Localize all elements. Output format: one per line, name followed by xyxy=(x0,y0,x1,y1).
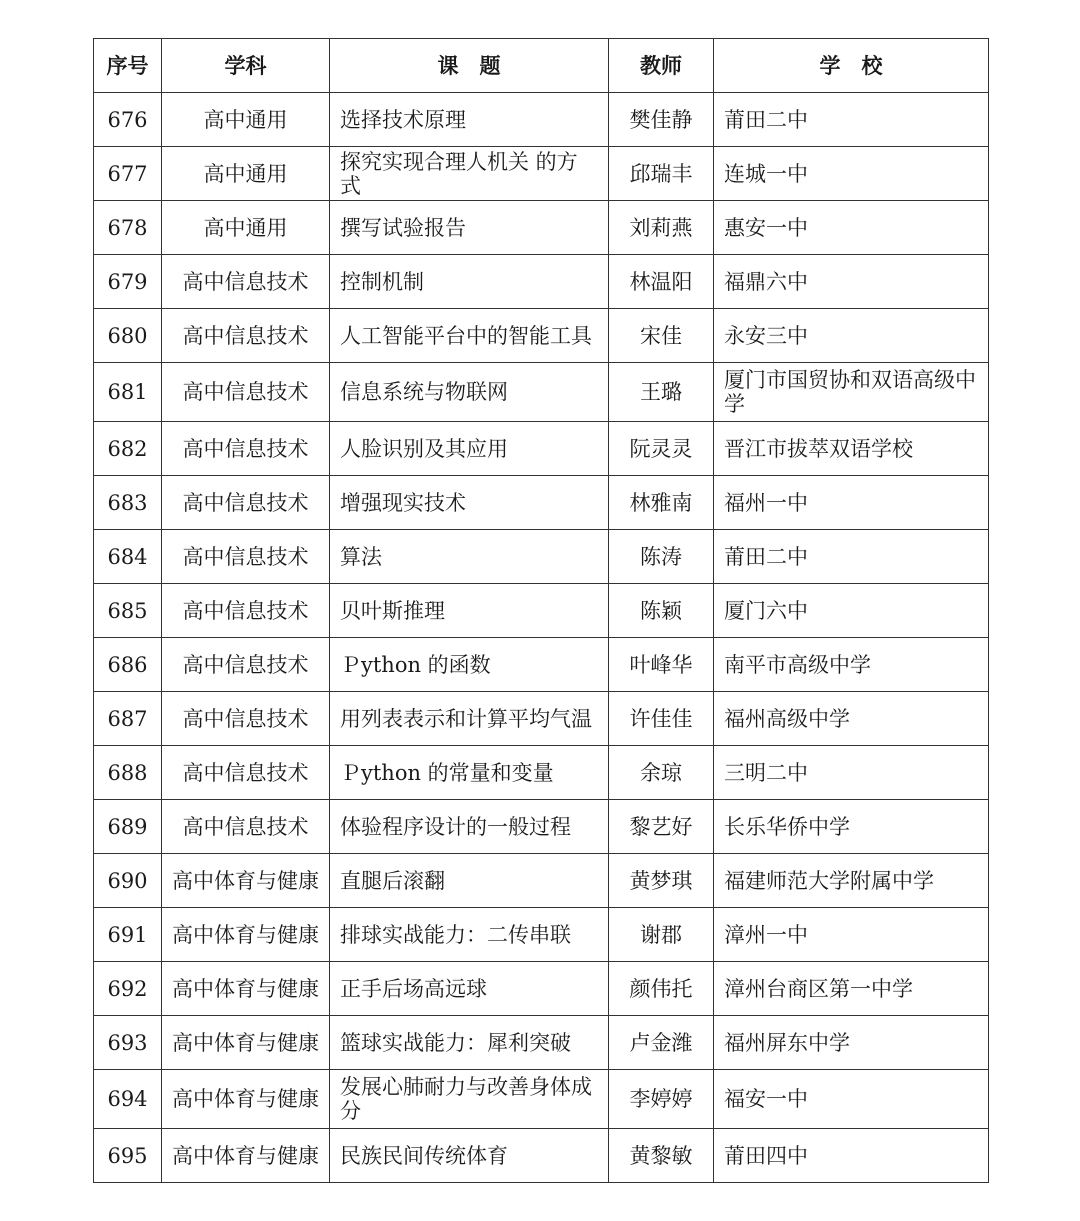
cell-no: 677 xyxy=(94,147,162,201)
cell-no: 695 xyxy=(94,1129,162,1183)
cell-subject: 高中体育与健康 xyxy=(162,1070,330,1129)
table-row xyxy=(94,1129,989,1183)
table-row xyxy=(94,201,989,255)
cell-topic: 信息系统与物联网 xyxy=(330,363,609,422)
cell-no: 678 xyxy=(94,201,162,255)
cell-school: 永安三中 xyxy=(714,309,989,363)
cell-topic: 民族民间传统体育 xyxy=(330,1129,609,1183)
cell-no: 686 xyxy=(94,638,162,692)
cell-school: 厦门市国贸协和双语高级中学 xyxy=(714,363,989,422)
cell-school: 莆田二中 xyxy=(714,530,989,584)
table-row xyxy=(94,746,989,800)
cell-no: 682 xyxy=(94,422,162,476)
header-topic: 课 题 xyxy=(330,39,609,93)
cell-topic: 算法 xyxy=(330,530,609,584)
cell-no: 692 xyxy=(94,962,162,1016)
cell-topic: 正手后场高远球 xyxy=(330,962,609,1016)
cell-subject: 高中通用 xyxy=(162,93,330,147)
header-teacher: 教师 xyxy=(609,39,714,93)
cell-school: 福鼎六中 xyxy=(714,255,989,309)
cell-topic: 人工智能平台中的智能工具 xyxy=(330,309,609,363)
cell-topic: 排球实战能力：二传串联 xyxy=(330,908,609,962)
cell-teacher: 宋佳 xyxy=(609,309,714,363)
table-header-row xyxy=(94,39,989,93)
cell-subject: 高中信息技术 xyxy=(162,476,330,530)
cell-topic: 体验程序设计的一般过程 xyxy=(330,800,609,854)
cell-teacher: 叶峰华 xyxy=(609,638,714,692)
table-row xyxy=(94,800,989,854)
cell-school: 福州屏东中学 xyxy=(714,1016,989,1070)
cell-school: 漳州台商区第一中学 xyxy=(714,962,989,1016)
cell-topic: 控制机制 xyxy=(330,255,609,309)
cell-teacher: 林温阳 xyxy=(609,255,714,309)
cell-subject: 高中信息技术 xyxy=(162,692,330,746)
cell-no: 690 xyxy=(94,854,162,908)
table-row xyxy=(94,422,989,476)
cell-teacher: 黄梦琪 xyxy=(609,854,714,908)
table-row xyxy=(94,476,989,530)
header-subject: 学科 xyxy=(162,39,330,93)
cell-school: 南平市高级中学 xyxy=(714,638,989,692)
cell-school: 福安一中 xyxy=(714,1070,989,1129)
cell-teacher: 黄黎敏 xyxy=(609,1129,714,1183)
cell-subject: 高中体育与健康 xyxy=(162,1016,330,1070)
table-row xyxy=(94,908,989,962)
cell-no: 685 xyxy=(94,584,162,638)
cell-no: 681 xyxy=(94,363,162,422)
cell-subject: 高中信息技术 xyxy=(162,422,330,476)
cell-teacher: 谢郡 xyxy=(609,908,714,962)
cell-teacher: 陈涛 xyxy=(609,530,714,584)
table-row xyxy=(94,530,989,584)
cell-no: 693 xyxy=(94,1016,162,1070)
cell-subject: 高中信息技术 xyxy=(162,800,330,854)
table-row xyxy=(94,854,989,908)
cell-subject: 高中体育与健康 xyxy=(162,1129,330,1183)
table-row xyxy=(94,1070,989,1129)
cell-school: 晋江市拔萃双语学校 xyxy=(714,422,989,476)
cell-teacher: 颜伟托 xyxy=(609,962,714,1016)
cell-teacher: 陈颖 xyxy=(609,584,714,638)
cell-topic: Ｐython 的常量和变量 xyxy=(330,746,609,800)
cell-school: 连城一中 xyxy=(714,147,989,201)
cell-subject: 高中信息技术 xyxy=(162,584,330,638)
cell-topic: 选择技术原理 xyxy=(330,93,609,147)
cell-no: 676 xyxy=(94,93,162,147)
table-row xyxy=(94,93,989,147)
cell-subject: 高中体育与健康 xyxy=(162,962,330,1016)
cell-subject: 高中体育与健康 xyxy=(162,908,330,962)
cell-school: 漳州一中 xyxy=(714,908,989,962)
cell-topic: 篮球实战能力：犀利突破 xyxy=(330,1016,609,1070)
cell-teacher: 刘莉燕 xyxy=(609,201,714,255)
table-body xyxy=(94,93,989,1183)
cell-school: 福州一中 xyxy=(714,476,989,530)
table-row xyxy=(94,363,989,422)
cell-topic: 发展心肺耐力与改善身体成分 xyxy=(330,1070,609,1129)
table-row xyxy=(94,692,989,746)
cell-topic: 探究实现合理人机关 的方式 xyxy=(330,147,609,201)
table-row xyxy=(94,962,989,1016)
table-row xyxy=(94,255,989,309)
table-row xyxy=(94,584,989,638)
table-row xyxy=(94,1016,989,1070)
cell-school: 福建师范大学附属中学 xyxy=(714,854,989,908)
cell-no: 684 xyxy=(94,530,162,584)
cell-school: 莆田二中 xyxy=(714,93,989,147)
cell-teacher: 卢金潍 xyxy=(609,1016,714,1070)
cell-teacher: 邱瑞丰 xyxy=(609,147,714,201)
cell-teacher: 李婷婷 xyxy=(609,1070,714,1129)
cell-topic: 贝叶斯推理 xyxy=(330,584,609,638)
cell-no: 683 xyxy=(94,476,162,530)
cell-topic: 用列表表示和计算平均气温 xyxy=(330,692,609,746)
cell-teacher: 王璐 xyxy=(609,363,714,422)
cell-subject: 高中通用 xyxy=(162,147,330,201)
cell-school: 三明二中 xyxy=(714,746,989,800)
cell-teacher: 许佳佳 xyxy=(609,692,714,746)
cell-no: 694 xyxy=(94,1070,162,1129)
table-row xyxy=(94,309,989,363)
cell-teacher: 黎艺好 xyxy=(609,800,714,854)
cell-topic: 直腿后滚翻 xyxy=(330,854,609,908)
cell-subject: 高中通用 xyxy=(162,201,330,255)
table-row xyxy=(94,147,989,201)
cell-no: 688 xyxy=(94,746,162,800)
cell-no: 687 xyxy=(94,692,162,746)
cell-no: 679 xyxy=(94,255,162,309)
cell-teacher: 樊佳静 xyxy=(609,93,714,147)
cell-subject: 高中信息技术 xyxy=(162,638,330,692)
cell-school: 福州高级中学 xyxy=(714,692,989,746)
cell-subject: 高中信息技术 xyxy=(162,309,330,363)
cell-no: 689 xyxy=(94,800,162,854)
cell-topic: 增强现实技术 xyxy=(330,476,609,530)
cell-school: 惠安一中 xyxy=(714,201,989,255)
cell-subject: 高中信息技术 xyxy=(162,255,330,309)
cell-teacher: 阮灵灵 xyxy=(609,422,714,476)
table-row xyxy=(94,638,989,692)
cell-teacher: 林雅南 xyxy=(609,476,714,530)
cell-topic: 撰写试验报告 xyxy=(330,201,609,255)
cell-school: 莆田四中 xyxy=(714,1129,989,1183)
cell-subject: 高中信息技术 xyxy=(162,746,330,800)
cell-topic: 人脸识别及其应用 xyxy=(330,422,609,476)
cell-no: 691 xyxy=(94,908,162,962)
cell-teacher: 余琼 xyxy=(609,746,714,800)
cell-school: 厦门六中 xyxy=(714,584,989,638)
header-school: 学 校 xyxy=(714,39,989,93)
cell-subject: 高中体育与健康 xyxy=(162,854,330,908)
cell-subject: 高中信息技术 xyxy=(162,530,330,584)
cell-school: 长乐华侨中学 xyxy=(714,800,989,854)
header-no: 序号 xyxy=(94,39,162,93)
cell-no: 680 xyxy=(94,309,162,363)
cell-topic: Ｐython 的函数 xyxy=(330,638,609,692)
course-list-table xyxy=(93,38,989,1183)
cell-subject: 高中信息技术 xyxy=(162,363,330,422)
